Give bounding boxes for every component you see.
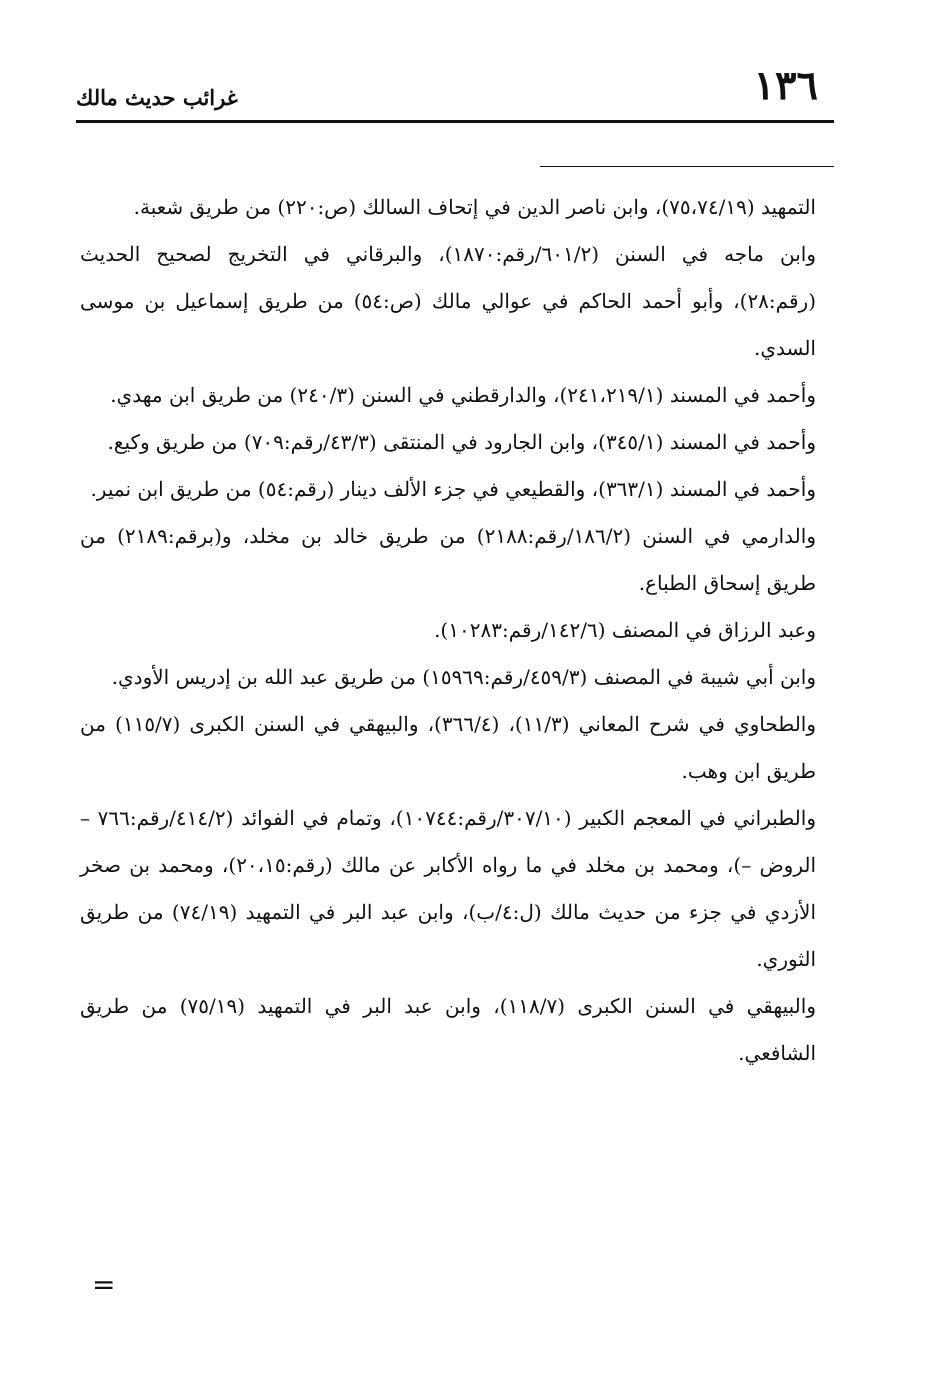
footnote-paragraph: وأحمد في المسند (٢٤١،٢١٩/١)، والدارقطني في السنن (٢٤٠/٣) من طريق ابن مهدي. (110, 383, 816, 407)
footnote-paragraph: والدارمي في السنن (١٨٦/٢/رقم:٢١٨٨) من طريق خالد بن مخلد، و(برقم:٢١٨٩) من طريق إسحاق الطباع. (80, 524, 816, 595)
running-title: غرائب حديث مالك (76, 85, 238, 110)
footnote-paragraph: والبيهقي في السنن الكبرى (١١٨/٧)، وابن عبد البر في التمهيد (٧٥/١٩) من طريق الشافعي. (80, 994, 816, 1065)
footnote-paragraph: وابن أبي شيبة في المصنف (٤٥٩/٣/رقم:١٥٩٦٩) من طريق عبد الله بن إدريس الأودي. (111, 665, 816, 689)
footnote-paragraph: وأحمد في المسند (٣٤٥/١)، وابن الجارود في المنتقى (٤٣/٣/رقم:٧٠٩) من طريق وكيع. (107, 430, 816, 454)
page-number: ١٣٦ (753, 62, 818, 109)
footnote-paragraph: والطبراني في المعجم الكبير (٣٠٧/١٠/رقم:١٠٧٤٤)، وتمام في الفوائد (٤١٤/٢/رقم:٧٦٦ – الروض –)، ومحمد بن مخلد في ما رواه الأكابر عن مالك (رقم:٢٠،١٥)، ومحمد بن صخر الأزدي في جزء من حديث مالك (ل:٤/ب)، وابن عبد البر في التمهيد (٧٤/١٩) من طريق الثوري. (80, 806, 817, 971)
footnote-paragraph: والطحاوي في شرح المعاني (١١/٣)، (٣٦٦/٤)، والبيهقي في السنن الكبرى (١١٥/٧) من طريق ابن وهب. (80, 712, 816, 783)
page-header (76, 62, 832, 118)
footnote-paragraph: وأحمد في المسند (٣٦٣/١)، والقطيعي في جزء الألف دينار (رقم:٥٤) من طريق ابن نمير. (90, 477, 816, 501)
footnote-paragraph: وعبد الرزاق في المصنف (١٤٢/٦/رقم:١٠٢٨٣). (434, 618, 816, 642)
footnote-body (80, 184, 816, 1077)
footnote-paragraph: التمهيد (٧٥،٧٤/١٩)، وابن ناصر الدين في إتحاف السالك (ص:٢٢٠) من طريق شعبة. (133, 195, 816, 219)
continuation-mark: = (92, 1268, 116, 1301)
footnote-separator (540, 166, 834, 167)
header-rule (76, 120, 834, 123)
footnote-paragraph: وابن ماجه في السنن (٦٠١/٢/رقم:١٨٧٠)، والبرقاني في التخريج لصحيح الحديث (رقم:٢٨)، وأبو أحمد الحاكم في عوالي مالك (ص:٥٤) من طريق إسماعيل بن موسى السدي. (80, 242, 816, 360)
